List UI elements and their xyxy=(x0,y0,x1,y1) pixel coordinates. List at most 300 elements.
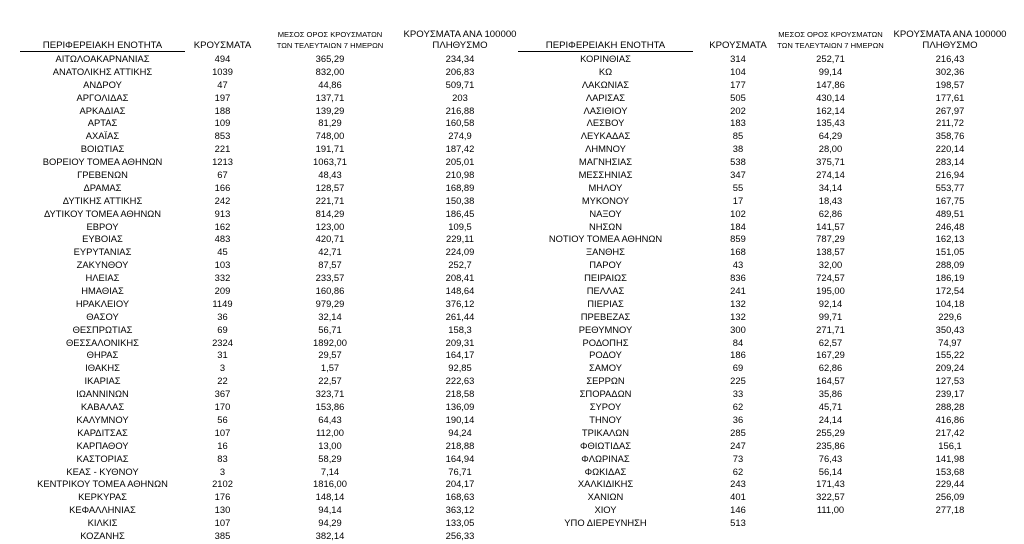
region-cell: ΦΩΚΙΔΑΣ xyxy=(584,465,627,477)
cases-cell: 184 xyxy=(730,220,746,232)
per-100k-cell: 274,9 xyxy=(448,130,472,142)
cases-cell: 107 xyxy=(214,426,231,438)
per-100k-cell: 216,88 xyxy=(445,104,475,116)
cases-cell: 36 xyxy=(732,413,744,425)
avg-7days-cell: 62,86 xyxy=(818,207,843,219)
cases-cell: 859 xyxy=(730,233,746,245)
avg-7days-cell: 160,86 xyxy=(315,285,345,297)
per-100k-cell: 229,11 xyxy=(446,233,474,245)
region-cell: ΗΜΑΘΙΑΣ xyxy=(81,285,124,297)
per-100k-cell: 216,43 xyxy=(935,53,965,64)
per-100k-cell: 148,64 xyxy=(445,285,475,297)
avg-7days-cell: 255,29 xyxy=(816,426,845,438)
avg-7days-cell: 148,14 xyxy=(315,491,345,503)
cases-cell: 177 xyxy=(730,78,746,90)
avg-7days-cell: 221,71 xyxy=(315,194,345,206)
per-100k-cell: 206,83 xyxy=(445,65,475,77)
avg-7days-cell: 76,43 xyxy=(818,452,843,464)
header-per-100k xyxy=(890,29,1010,51)
region-cell: ΧΑΝΙΩΝ xyxy=(587,491,624,503)
avg-7days-cell: 58,29 xyxy=(318,452,342,464)
cases-cell: 332 xyxy=(214,272,231,284)
region-cell: ΘΕΣΣΑΛΟΝΙΚΗΣ xyxy=(66,336,139,348)
region-cell: ΜΥΚΟΝΟΥ xyxy=(581,194,630,206)
per-100k-cell: 246,48 xyxy=(935,220,965,232)
region-cell: ΑΝΔΡΟΥ xyxy=(83,78,122,90)
per-100k-cell: 198,57 xyxy=(935,78,965,90)
region-cell: ΑΙΤΩΛΟΑΚΑΡΝΑΝΙΑΣ xyxy=(55,53,150,64)
cases-cell: 197 xyxy=(214,91,231,103)
per-100k-cell: 416,86 xyxy=(935,413,965,425)
cases-cell: 67 xyxy=(217,169,228,181)
region-cell: ΛΑΚΩΝΙΑΣ xyxy=(581,78,630,90)
cases-cell: 209 xyxy=(214,285,231,297)
per-100k-cell: 162,13 xyxy=(935,233,965,245)
per-100k-cell: 211,72 xyxy=(936,117,964,129)
cases-cell: 385 xyxy=(214,529,231,541)
avg-7days-cell: 365,29 xyxy=(315,53,345,64)
cases-cell: 73 xyxy=(732,452,744,464)
cases-cell: 43 xyxy=(732,259,744,271)
region-cell: ΚΑΒΑΛΑΣ xyxy=(80,401,125,413)
region-cell: ΕΥΡΥΤΑΝΙΑΣ xyxy=(73,246,132,258)
cases-cell: 1039 xyxy=(212,65,233,77)
cases-cell: 3 xyxy=(219,362,226,374)
per-100k-cell: 229,6 xyxy=(938,310,962,322)
per-100k-cell: 509,71 xyxy=(445,78,475,90)
per-100k-cell: 350,43 xyxy=(935,323,965,335)
cases-cell: 47 xyxy=(217,78,228,90)
cases-cell: 109 xyxy=(214,117,231,129)
avg-7days-cell: 138,57 xyxy=(816,246,845,258)
region-cell: ΚΕΡΚΥΡΑΣ xyxy=(78,491,127,503)
per-100k-cell: 209,31 xyxy=(445,336,475,348)
avg-7days-cell: 13,00 xyxy=(318,439,342,451)
per-100k-cell: 104,18 xyxy=(935,297,965,309)
avg-7days-cell: 420,71 xyxy=(315,233,345,245)
left-table xyxy=(20,0,517,541)
header-cases: ΚΡΟΥΣΜΑΤΑ xyxy=(193,40,252,51)
cases-cell: 69 xyxy=(217,323,228,335)
cases-cell: 132 xyxy=(730,297,746,309)
region-cell: ΚΟΡΙΝΘΙΑΣ xyxy=(580,53,631,64)
region-cell: ΗΡΑΚΛΕΙΟΥ xyxy=(75,297,130,309)
per-100k-cell: 167,75 xyxy=(935,194,965,206)
region-cell: ΠΑΡΟΥ xyxy=(589,259,622,271)
avg-7days-cell: 724,57 xyxy=(816,272,845,284)
cases-cell: 17 xyxy=(732,194,744,206)
avg-7days-cell: 271,71 xyxy=(816,323,845,335)
avg-7days-cell: 233,57 xyxy=(315,272,345,284)
cases-cell: 314 xyxy=(730,53,746,64)
per-100k-cell: 267,97 xyxy=(935,104,965,116)
per-100k-cell: 94,24 xyxy=(448,426,472,438)
region-cell: ΕΒΡΟΥ xyxy=(86,220,119,232)
cases-cell: 2102 xyxy=(212,478,233,490)
per-100k-cell: 218,88 xyxy=(445,439,475,451)
cases-cell: 33 xyxy=(732,388,744,400)
avg-7days-cell: 94,14 xyxy=(318,504,342,516)
cases-cell: 176 xyxy=(214,491,231,503)
per-100k-cell: 489,51 xyxy=(935,207,965,219)
avg-7days-cell: 748,00 xyxy=(315,130,345,142)
per-100k-cell: 277,18 xyxy=(935,504,965,516)
cases-cell: 168 xyxy=(730,246,746,258)
cases-cell: 202 xyxy=(730,104,746,116)
cases-cell: 38 xyxy=(732,143,744,155)
per-100k-cell: 92,85 xyxy=(448,362,472,374)
left-table-header xyxy=(20,0,517,52)
header-region: ΠΕΡΙΦΕΡΕΙΑΚΗ ΕΝΟΤΗΤΑ xyxy=(42,40,163,51)
region-cell: ΔΥΤΙΚΗΣ ΑΤΤΙΚΗΣ xyxy=(62,194,143,206)
per-100k-cell: 363,12 xyxy=(445,504,475,516)
region-cell: ΘΗΡΑΣ xyxy=(86,349,119,361)
region-cell: ΠΕΙΡΑΙΩΣ xyxy=(584,272,627,284)
region-cell: ΦΘΙΩΤΙΔΑΣ xyxy=(579,439,632,451)
per-100k-cell: 203 xyxy=(452,91,468,103)
cases-cell: 513 xyxy=(730,517,746,529)
cases-cell: 16 xyxy=(217,439,228,451)
avg-7days-cell: 128,57 xyxy=(315,181,345,193)
region-cell: ΧΑΛΚΙΔΙΚΗΣ xyxy=(577,478,634,490)
region-cell: ΑΡΚΑΔΙΑΣ xyxy=(79,104,126,116)
per-100k-cell: 256,33 xyxy=(445,529,475,541)
region-cell: ΑΡΤΑΣ xyxy=(87,117,118,129)
region-cell: ΣΠΟΡΑΔΩΝ xyxy=(579,388,632,400)
avg-7days-cell: 162,14 xyxy=(816,104,845,116)
header-per100k-line2: ΠΛΗΘΥΣΜΟ xyxy=(922,40,978,51)
region-cell: ΘΑΣΟΥ xyxy=(86,310,119,322)
region-cell: ΚΑΡΠΑΘΟΥ xyxy=(76,439,129,451)
header-underline xyxy=(20,51,185,52)
avg-7days-cell: 94,29 xyxy=(318,517,342,529)
region-cell: ΔΡΑΜΑΣ xyxy=(83,181,122,193)
avg-7days-cell: 141,57 xyxy=(816,220,845,232)
avg-7days-cell: 32,14 xyxy=(318,310,342,322)
avg-7days-cell: 56,14 xyxy=(818,465,843,477)
avg-7days-cell: 274,14 xyxy=(816,169,845,181)
per-100k-cell: 224,09 xyxy=(445,246,475,258)
region-cell: ΕΥΒΟΙΑΣ xyxy=(82,233,123,245)
per-100k-cell: 256,09 xyxy=(935,491,965,503)
header-avg-line2: ΤΩΝ ΤΕΛΕΥΤΑΙΩΝ 7 ΗΜΕΡΩΝ xyxy=(276,41,384,50)
per-100k-cell: 141,98 xyxy=(935,452,965,464)
cases-cell: 221 xyxy=(214,143,231,155)
per-100k-cell: 190,14 xyxy=(445,413,475,425)
per-100k-cell: 210,98 xyxy=(445,169,475,181)
per-100k-cell: 127,53 xyxy=(935,375,965,387)
region-cell: ΚΕΑΣ - ΚΥΘΝΟΥ xyxy=(66,465,139,477)
cases-cell: 242 xyxy=(214,194,231,206)
region-cell: ΠΙΕΡΙΑΣ xyxy=(587,297,624,309)
per-100k-cell: 209,24 xyxy=(935,362,965,374)
header-avg-7days xyxy=(763,29,898,51)
avg-7days-cell: 48,43 xyxy=(318,169,342,181)
region-cell: ΚΑΡΔΙΤΣΑΣ xyxy=(77,426,128,438)
cases-cell: 225 xyxy=(730,375,746,387)
avg-7days-cell: 147,86 xyxy=(816,78,845,90)
region-cell: ΣΑΜΟΥ xyxy=(588,362,623,374)
region-cell: ΛΑΡΙΣΑΣ xyxy=(585,91,626,103)
per-100k-cell: 160,58 xyxy=(445,117,475,129)
avg-7days-cell: 139,29 xyxy=(315,104,345,116)
per-100k-cell: 239,17 xyxy=(935,388,965,400)
per-100k-cell: 150,38 xyxy=(445,194,475,206)
avg-7days-cell: 137,71 xyxy=(315,91,345,103)
region-cell: ΜΕΣΣΗΝΙΑΣ xyxy=(578,169,633,181)
cases-cell: 132 xyxy=(730,310,746,322)
region-cell: ΡΕΘΥΜΝΟΥ xyxy=(578,323,633,335)
region-cell: ΝΟΤΙΟΥ ΤΟΜΕΑ ΑΘΗΝΩΝ xyxy=(548,233,663,245)
avg-7days-cell: 195,00 xyxy=(816,285,845,297)
region-cell: ΣΥΡΟΥ xyxy=(589,401,622,413)
region-cell: ΛΕΣΒΟΥ xyxy=(586,117,625,129)
per-100k-cell: 186,19 xyxy=(935,272,965,284)
cases-cell: 55 xyxy=(732,181,744,193)
avg-7days-cell: 135,43 xyxy=(816,117,845,129)
region-cell: ΡΟΔΟΥ xyxy=(589,349,622,361)
cases-cell: 45 xyxy=(217,246,228,258)
right-table-header xyxy=(518,0,1008,52)
region-cell: ΠΕΛΛΑΣ xyxy=(586,285,625,297)
cases-cell: 85 xyxy=(732,130,744,142)
region-cell: ΗΛΕΙΑΣ xyxy=(85,272,120,284)
per-100k-cell: 358,76 xyxy=(935,130,965,142)
avg-7days-cell: 323,71 xyxy=(315,388,345,400)
per-100k-cell: 168,63 xyxy=(445,491,475,503)
avg-7days-cell: 252,71 xyxy=(816,53,845,64)
cases-cell: 243 xyxy=(730,478,746,490)
header-cases: ΚΡΟΥΣΜΑΤΑ xyxy=(709,40,767,51)
region-cell: ΙΩΑΝΝΙΝΩΝ xyxy=(76,388,129,400)
per-100k-cell: 204,17 xyxy=(445,478,475,490)
cases-cell: 83 xyxy=(217,452,228,464)
cases-cell: 102 xyxy=(730,207,746,219)
cases-cell: 130 xyxy=(214,504,231,516)
avg-7days-cell: 111,00 xyxy=(816,504,845,516)
cases-cell: 1213 xyxy=(212,156,233,168)
per-100k-cell: 177,61 xyxy=(935,91,965,103)
per-100k-cell: 187,42 xyxy=(445,143,475,155)
per-100k-cell: 302,36 xyxy=(935,65,965,77)
cases-cell: 162 xyxy=(214,220,231,232)
cases-cell: 300 xyxy=(730,323,746,335)
avg-7days-cell: 235,86 xyxy=(816,439,845,451)
avg-7days-cell: 62,57 xyxy=(818,336,843,348)
avg-7days-cell: 123,00 xyxy=(315,220,345,232)
per-100k-cell: 133,05 xyxy=(445,517,475,529)
avg-7days-cell: 832,00 xyxy=(315,65,345,77)
per-100k-cell: 220,14 xyxy=(935,143,965,155)
cases-cell: 36 xyxy=(217,310,228,322)
region-cell: ΛΗΜΝΟΥ xyxy=(585,143,626,155)
avg-7days-cell: 787,29 xyxy=(816,233,845,245)
cases-cell: 69 xyxy=(732,362,744,374)
region-cell: ΤΡΙΚΑΛΩΝ xyxy=(581,426,630,438)
header-per100k-line2: ΠΛΗΘΥΣΜΟ xyxy=(432,40,488,51)
per-100k-cell: 153,68 xyxy=(935,465,965,477)
avg-7days-cell: 24,14 xyxy=(818,413,843,425)
region-cell: ΝΗΣΩΝ xyxy=(588,220,623,232)
avg-7days-cell: 99,71 xyxy=(818,310,843,322)
avg-7days-cell: 81,29 xyxy=(318,117,342,129)
avg-7days-cell: 35,86 xyxy=(818,388,843,400)
cases-cell: 22 xyxy=(217,375,228,387)
right-table xyxy=(518,0,1008,529)
cases-cell: 538 xyxy=(730,156,746,168)
cases-cell: 103 xyxy=(214,259,231,271)
per-100k-cell: 164,17 xyxy=(445,349,475,361)
region-cell: ΑΡΓΟΛΙΔΑΣ xyxy=(76,91,129,103)
avg-7days-cell: 112,00 xyxy=(316,426,344,438)
region-cell: ΔΥΤΙΚΟΥ ΤΟΜΕΑ ΑΘΗΝΩΝ xyxy=(43,207,162,219)
per-100k-cell: 151,05 xyxy=(935,246,965,258)
avg-7days-cell: 382,14 xyxy=(315,529,345,541)
region-cell: ΛΕΥΚΑΔΑΣ xyxy=(580,130,631,142)
avg-7days-cell: 92,14 xyxy=(818,297,843,309)
avg-7days-cell: 29,57 xyxy=(318,349,342,361)
cases-cell: 62 xyxy=(732,465,744,477)
avg-7days-cell: 322,57 xyxy=(816,491,845,503)
per-100k-cell: 208,41 xyxy=(445,272,475,284)
per-100k-cell: 158,3 xyxy=(448,323,472,335)
per-100k-cell: 229,44 xyxy=(935,478,965,490)
avg-7days-cell: 22,57 xyxy=(318,375,342,387)
cases-cell: 285 xyxy=(730,426,746,438)
avg-7days-cell: 62,86 xyxy=(818,362,843,374)
avg-7days-cell: 191,71 xyxy=(315,143,345,155)
region-cell: ΘΕΣΠΡΩΤΙΑΣ xyxy=(72,323,133,335)
per-100k-cell: 553,77 xyxy=(935,181,965,193)
per-100k-cell: 217,42 xyxy=(935,426,965,438)
header-underline xyxy=(518,51,693,52)
cases-cell: 146 xyxy=(730,504,746,516)
region-cell: ΣΕΡΡΩΝ xyxy=(586,375,625,387)
cases-cell: 62 xyxy=(732,401,744,413)
per-100k-cell: 288,28 xyxy=(935,401,965,413)
avg-7days-cell: 979,29 xyxy=(315,297,345,309)
avg-7days-cell: 1,57 xyxy=(320,362,340,374)
header-per-100k xyxy=(400,29,520,51)
region-cell: ΡΟΔΟΠΗΣ xyxy=(582,336,629,348)
avg-7days-cell: 45,71 xyxy=(818,401,843,413)
cases-cell: 186 xyxy=(730,349,746,361)
cases-cell: 104 xyxy=(730,65,746,77)
avg-7days-cell: 153,86 xyxy=(315,401,345,413)
cases-cell: 836 xyxy=(730,272,746,284)
cases-cell: 483 xyxy=(214,233,231,245)
header-region: ΠΕΡΙΦΕΡΕΙΑΚΗ ΕΝΟΤΗΤΑ xyxy=(545,40,666,51)
cases-cell: 31 xyxy=(217,349,228,361)
header-avg-line2: ΤΩΝ ΤΕΛΕΥΤΑΙΩΝ 7 ΗΜΕΡΩΝ xyxy=(777,41,884,50)
region-cell: ΒΟΡΕΙΟΥ ΤΟΜΕΑ ΑΘΗΝΩΝ xyxy=(42,156,163,168)
region-cell: ΜΗΛΟΥ xyxy=(588,181,623,193)
per-100k-cell: 164,94 xyxy=(445,452,475,464)
avg-7days-cell: 18,43 xyxy=(818,194,843,206)
per-100k-cell: 172,54 xyxy=(935,285,965,297)
region-cell: ΑΝΑΤΟΛΙΚΗΣ ΑΤΤΙΚΗΣ xyxy=(52,65,153,77)
region-cell: ΒΟΙΩΤΙΑΣ xyxy=(80,143,125,155)
avg-7days-cell: 164,57 xyxy=(816,375,845,387)
region-cell: ΚΑΣΤΟΡΙΑΣ xyxy=(76,452,129,464)
cases-cell: 494 xyxy=(214,53,231,64)
per-100k-cell: 288,09 xyxy=(935,259,965,271)
cases-cell: 56 xyxy=(217,413,228,425)
per-100k-cell: 109,5 xyxy=(448,220,472,232)
region-cell: ΙΚΑΡΙΑΣ xyxy=(84,375,121,387)
region-cell: ΚΩ xyxy=(598,65,613,77)
avg-7days-cell: 171,43 xyxy=(816,478,845,490)
region-cell: ΛΑΣΙΘΙΟΥ xyxy=(583,104,628,116)
per-100k-cell: 218,58 xyxy=(445,388,475,400)
region-cell: ΚΙΛΚΙΣ xyxy=(87,517,118,529)
per-100k-cell: 234,34 xyxy=(445,53,475,64)
avg-7days-cell: 56,71 xyxy=(318,323,342,335)
avg-7days-cell: 375,71 xyxy=(816,156,845,168)
per-100k-cell: 76,71 xyxy=(448,465,472,477)
region-cell: ΚΕΦΑΛΛΗΝΙΑΣ xyxy=(69,504,136,516)
cases-cell: 107 xyxy=(214,517,231,529)
cases-cell: 505 xyxy=(730,91,746,103)
cases-cell: 853 xyxy=(214,130,231,142)
avg-7days-cell: 814,29 xyxy=(315,207,345,219)
region-cell: ΜΑΓΝΗΣΙΑΣ xyxy=(578,156,633,168)
avg-7days-cell: 34,14 xyxy=(818,181,843,193)
per-100k-cell: 205,01 xyxy=(445,156,475,168)
avg-7days-cell: 64,43 xyxy=(318,413,342,425)
cases-cell: 170 xyxy=(214,401,231,413)
region-cell: ΧΙΟΥ xyxy=(594,504,617,516)
per-100k-cell: 156,1 xyxy=(938,439,962,451)
region-cell: ΑΧΑΪΑΣ xyxy=(85,130,120,142)
avg-7days-cell: 44,86 xyxy=(318,78,342,90)
cases-cell: 913 xyxy=(214,207,231,219)
avg-7days-cell: 430,14 xyxy=(816,91,845,103)
per-100k-cell: 74,97 xyxy=(938,336,962,348)
avg-7days-cell: 32,00 xyxy=(818,259,843,271)
cases-cell: 367 xyxy=(214,388,231,400)
avg-7days-cell: 7,14 xyxy=(320,465,340,477)
cases-cell: 188 xyxy=(214,104,231,116)
cases-cell: 247 xyxy=(730,439,746,451)
avg-7days-cell: 1063,71 xyxy=(313,156,347,168)
per-100k-cell: 252,7 xyxy=(448,259,472,271)
per-100k-cell: 186,45 xyxy=(445,207,475,219)
cases-cell: 1149 xyxy=(212,297,233,309)
region-cell: ΚΕΝΤΡΙΚΟΥ ΤΟΜΕΑ ΑΘΗΝΩΝ xyxy=(37,478,168,490)
cases-cell: 2324 xyxy=(212,336,233,348)
cases-cell: 401 xyxy=(730,491,746,503)
avg-7days-cell: 64,29 xyxy=(818,130,843,142)
region-cell: ΤΗΝΟΥ xyxy=(589,413,622,425)
region-cell: ΚΟΖΑΝΗΣ xyxy=(80,529,125,541)
per-100k-cell: 155,22 xyxy=(935,349,965,361)
per-100k-cell: 283,14 xyxy=(935,156,965,168)
cases-cell: 3 xyxy=(219,465,226,477)
header-per100k-line1: ΚΡΟΥΣΜΑΤΑ ΑΝΑ 100000 xyxy=(893,29,1007,40)
cases-cell: 347 xyxy=(730,169,746,181)
region-cell: ΖΑΚΥΝΘΟΥ xyxy=(76,259,129,271)
avg-7days-cell: 167,29 xyxy=(816,349,845,361)
avg-7days-cell: 99,14 xyxy=(818,65,843,77)
header-per100k-line1: ΚΡΟΥΣΜΑΤΑ ΑΝΑ 100000 xyxy=(403,29,517,40)
region-cell: ΠΡΕΒΕΖΑΣ xyxy=(580,310,631,322)
cases-cell: 84 xyxy=(732,336,744,348)
cases-cell: 241 xyxy=(730,285,746,297)
per-100k-cell: 136,09 xyxy=(445,401,475,413)
avg-7days-cell: 87,57 xyxy=(318,259,342,271)
header-avg-7days xyxy=(260,29,400,51)
